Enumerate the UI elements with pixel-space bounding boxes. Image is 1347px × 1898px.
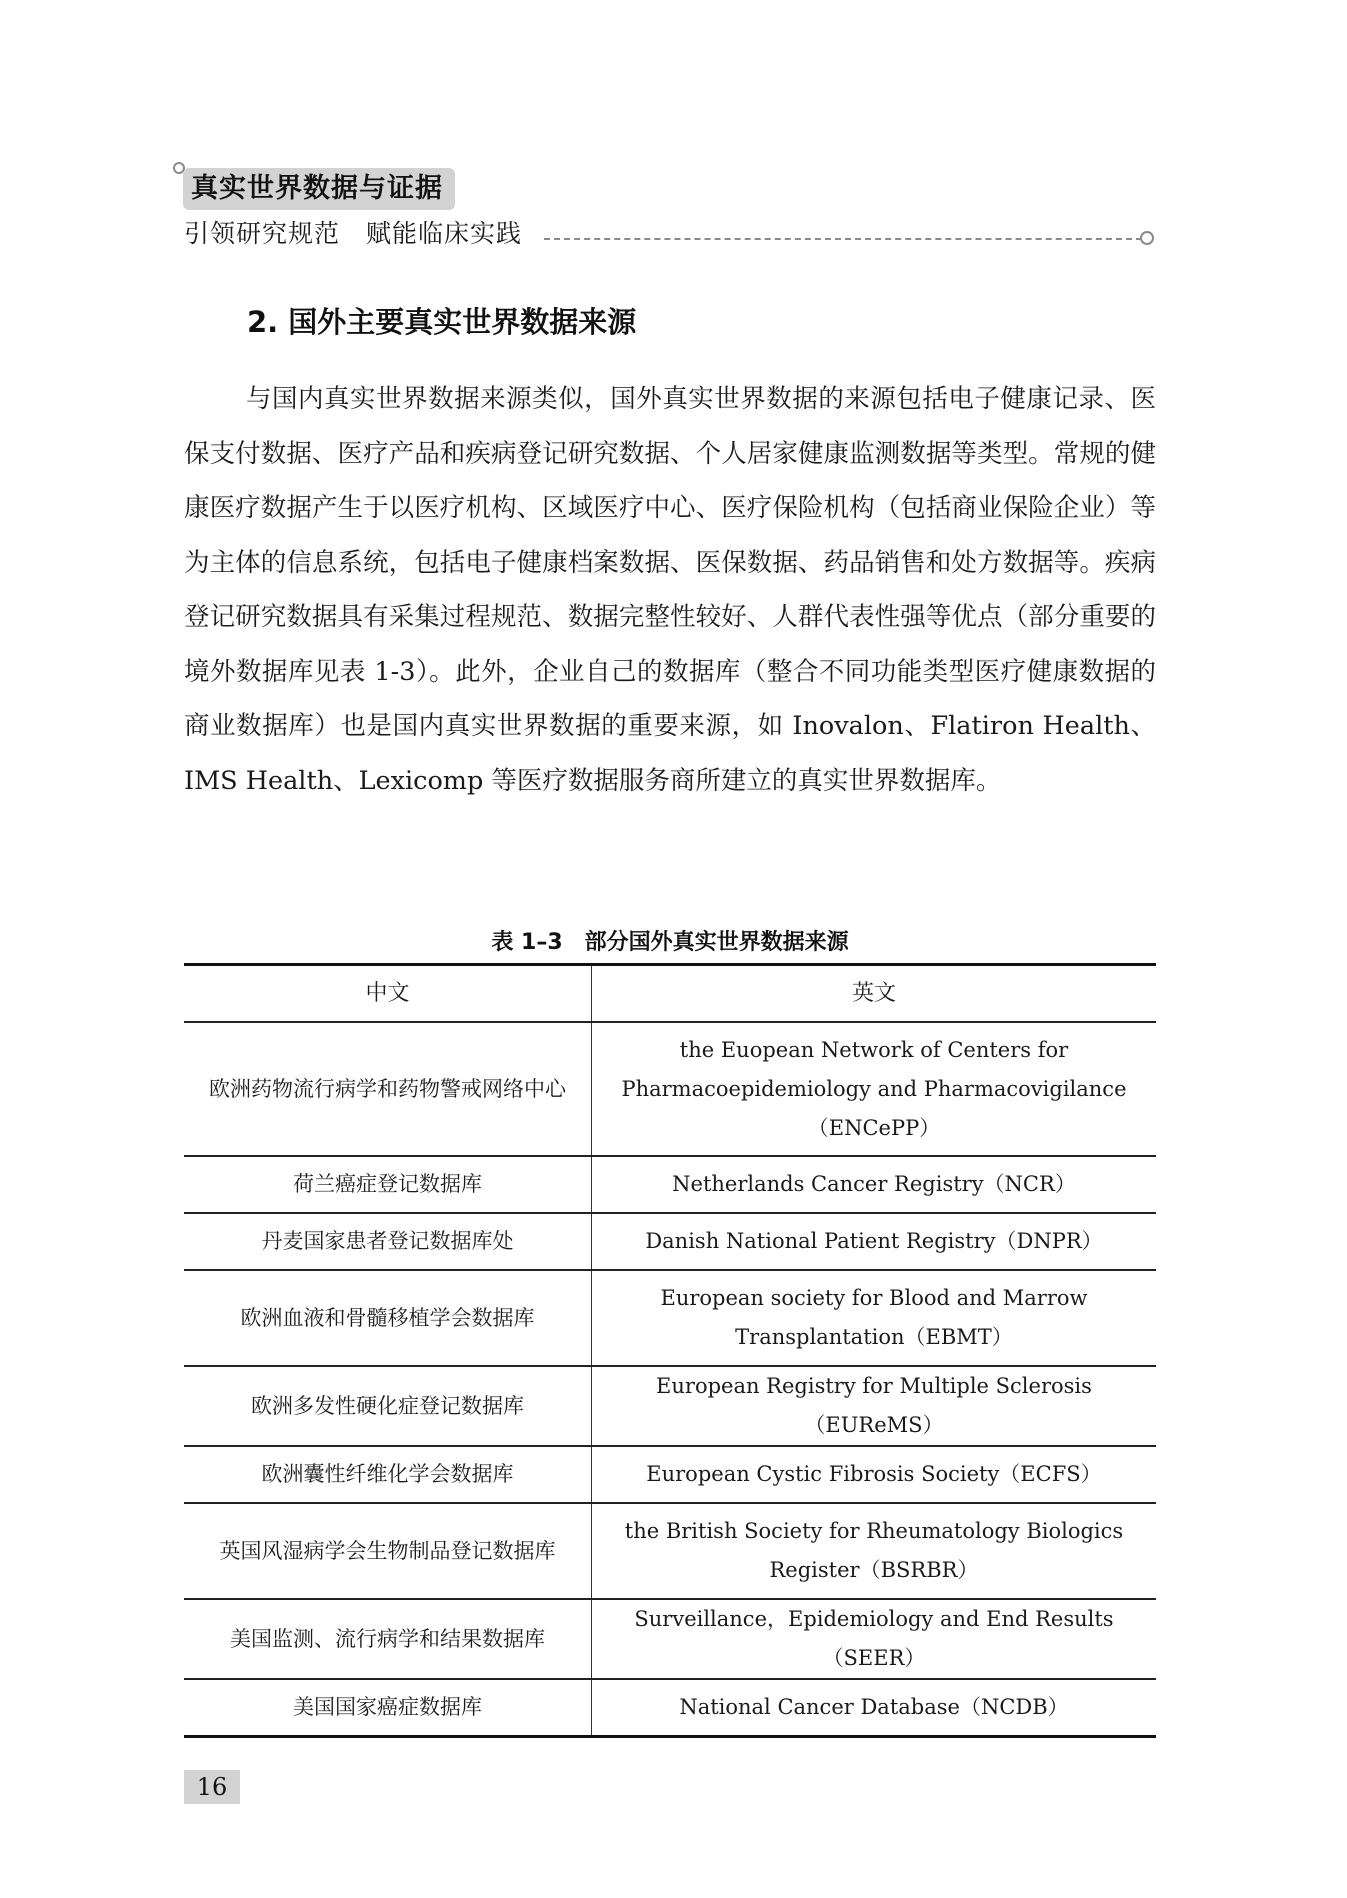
header-dashed-rule — [544, 238, 1142, 240]
column-header-english: 英文 — [591, 965, 1156, 1023]
table-row — [184, 1446, 1156, 1503]
table-row — [184, 1270, 1156, 1366]
table-row — [184, 1503, 1156, 1599]
cell-english-name: Surveillance，Epidemiology and End Results（SEER） — [591, 1599, 1156, 1679]
cell-chinese-name: 荷兰癌症登记数据库 — [184, 1156, 591, 1213]
table-caption: 表 1–3 部分国外真实世界数据来源 — [491, 930, 849, 955]
cell-english-name: the Euopean Network of Centers for Pharmacoepidemiology and Pharmacovigilance（ENCePP） — [591, 1022, 1156, 1156]
data-sources-table — [184, 963, 1156, 1738]
cell-english-name: National Cancer Database（NCDB） — [591, 1679, 1156, 1736]
book-subtitle: 引领研究规范 赋能临床实践 — [184, 219, 523, 248]
table-row — [184, 1599, 1156, 1679]
section-heading: 2. 国外主要真实世界数据来源 — [247, 305, 637, 339]
cell-english-name: European Registry for Multiple Sclerosis（EUReMS） — [591, 1366, 1156, 1446]
cell-chinese-name: 美国国家癌症数据库 — [184, 1679, 591, 1736]
table-row — [184, 1156, 1156, 1213]
cell-chinese-name: 欧洲药物流行病学和药物警戒网络中心 — [184, 1022, 591, 1156]
table-header-row — [184, 965, 1156, 1023]
table-row — [184, 1213, 1156, 1270]
book-title-badge: 真实世界数据与证据 — [183, 168, 455, 210]
table-row — [184, 1679, 1156, 1736]
page-number: 16 — [184, 1770, 240, 1804]
cell-english-name: European society for Blood and Marrow Transplantation（EBMT） — [591, 1270, 1156, 1366]
header-ornament-dot-right — [1140, 231, 1154, 245]
cell-chinese-name: 欧洲多发性硬化症登记数据库 — [184, 1366, 591, 1446]
cell-chinese-name: 欧洲血液和骨髓移植学会数据库 — [184, 1270, 591, 1366]
table-row — [184, 1022, 1156, 1156]
cell-chinese-name: 美国监测、流行病学和结果数据库 — [184, 1599, 591, 1679]
cell-english-name: the British Society for Rheumatology Biologics Register（BSRBR） — [591, 1503, 1156, 1599]
cell-english-name: Danish National Patient Registry（DNPR） — [591, 1213, 1156, 1270]
cell-english-name: European Cystic Fibrosis Society（ECFS） — [591, 1446, 1156, 1503]
column-header-chinese: 中文 — [184, 965, 591, 1023]
cell-english-name: Netherlands Cancer Registry（NCR） — [591, 1156, 1156, 1213]
body-paragraph: 与国内真实世界数据来源类似，国外真实世界数据的来源包括电子健康记录、医保支付数据、医疗产品和疾病登记研究数据、个人居家健康监测数据等类型。常规的健康医疗数据产生于以医疗机构、区域医疗中心、医疗保险机构（包括商业保险企业）等为主体的信息系统，包括电子健康档案数据、医保数据、药品销售和处方数据等。疾病登记研究数据具有采集过程规范、数据完整性较好、人群代表性强等优点（部分重要的境外数据库见表 1-3）。此外，企业自己的数据库（整合不同功能类型医疗健康数据的商业数据库）也是国内真实世界数据的重要来源，如 Inovalon、Flatiron Health、IMS Health、Lexicomp 等医疗数据服务商所建立的真实世界数据库。 — [184, 384, 1156, 796]
cell-chinese-name: 欧洲囊性纤维化学会数据库 — [184, 1446, 591, 1503]
cell-chinese-name: 英国风湿病学会生物制品登记数据库 — [184, 1503, 591, 1599]
cell-chinese-name: 丹麦国家患者登记数据库处 — [184, 1213, 591, 1270]
table-row — [184, 1366, 1156, 1446]
